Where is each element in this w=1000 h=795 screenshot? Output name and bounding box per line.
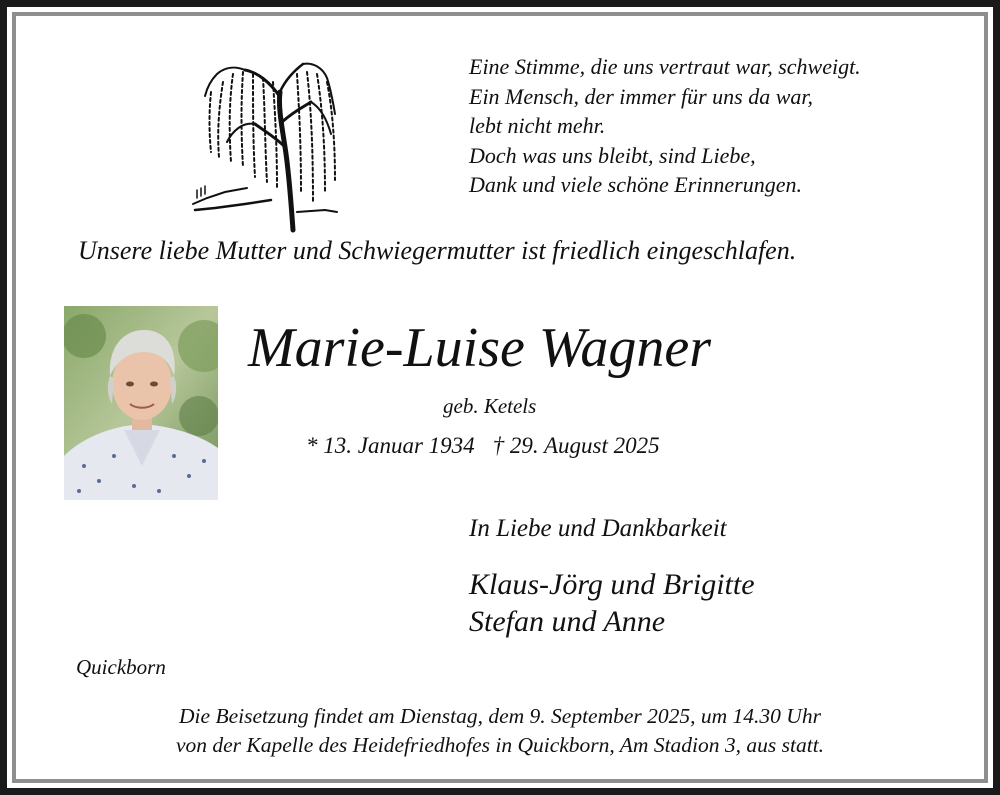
place: Quickborn (76, 655, 166, 679)
poem-line: Ein Mensch, der immer für uns da war, (469, 83, 814, 109)
poem-line: Doch was uns bleibt, sind Liebe, (469, 142, 756, 168)
poem-line: Eine Stimme, die uns vertraut war, schweigt. (469, 54, 861, 79)
poem-line: lebt nicht mehr. (469, 113, 606, 138)
poem (469, 52, 861, 200)
announcement-headline: Unsere liebe Mutter und Schwiegermutter ist friedlich eingeschlafen. (78, 236, 797, 265)
death-date: † 29. August 2025 (492, 433, 660, 458)
mourner-name: Stefan und Anne (469, 605, 666, 638)
funeral-notice-line: Die Beisetzung findet am Dienstag, dem 9. September 2025, um 14.30 Uhr (179, 704, 821, 728)
mourner-name: Klaus-Jörg und Brigitte (469, 568, 755, 601)
funeral-notice-line: von der Kapelle des Heidefriedhofes in Quickborn, Am Stadion 3, aus statt. (175, 733, 825, 757)
deceased-name: Marie-Luise Wagner (248, 317, 712, 379)
mourners-intro: In Liebe und Dankbarkeit (469, 515, 727, 542)
mourners-names (469, 566, 755, 640)
maiden-name: geb. Ketels (443, 394, 537, 418)
portrait-photo (64, 306, 218, 500)
life-dates (306, 433, 660, 459)
willow-tree-icon (185, 52, 345, 237)
funeral-notice (0, 702, 1000, 760)
poem-line: Dank und viele schöne Erinnerungen. (469, 172, 802, 197)
birth-date: * 13. Januar 1934 (306, 433, 475, 458)
